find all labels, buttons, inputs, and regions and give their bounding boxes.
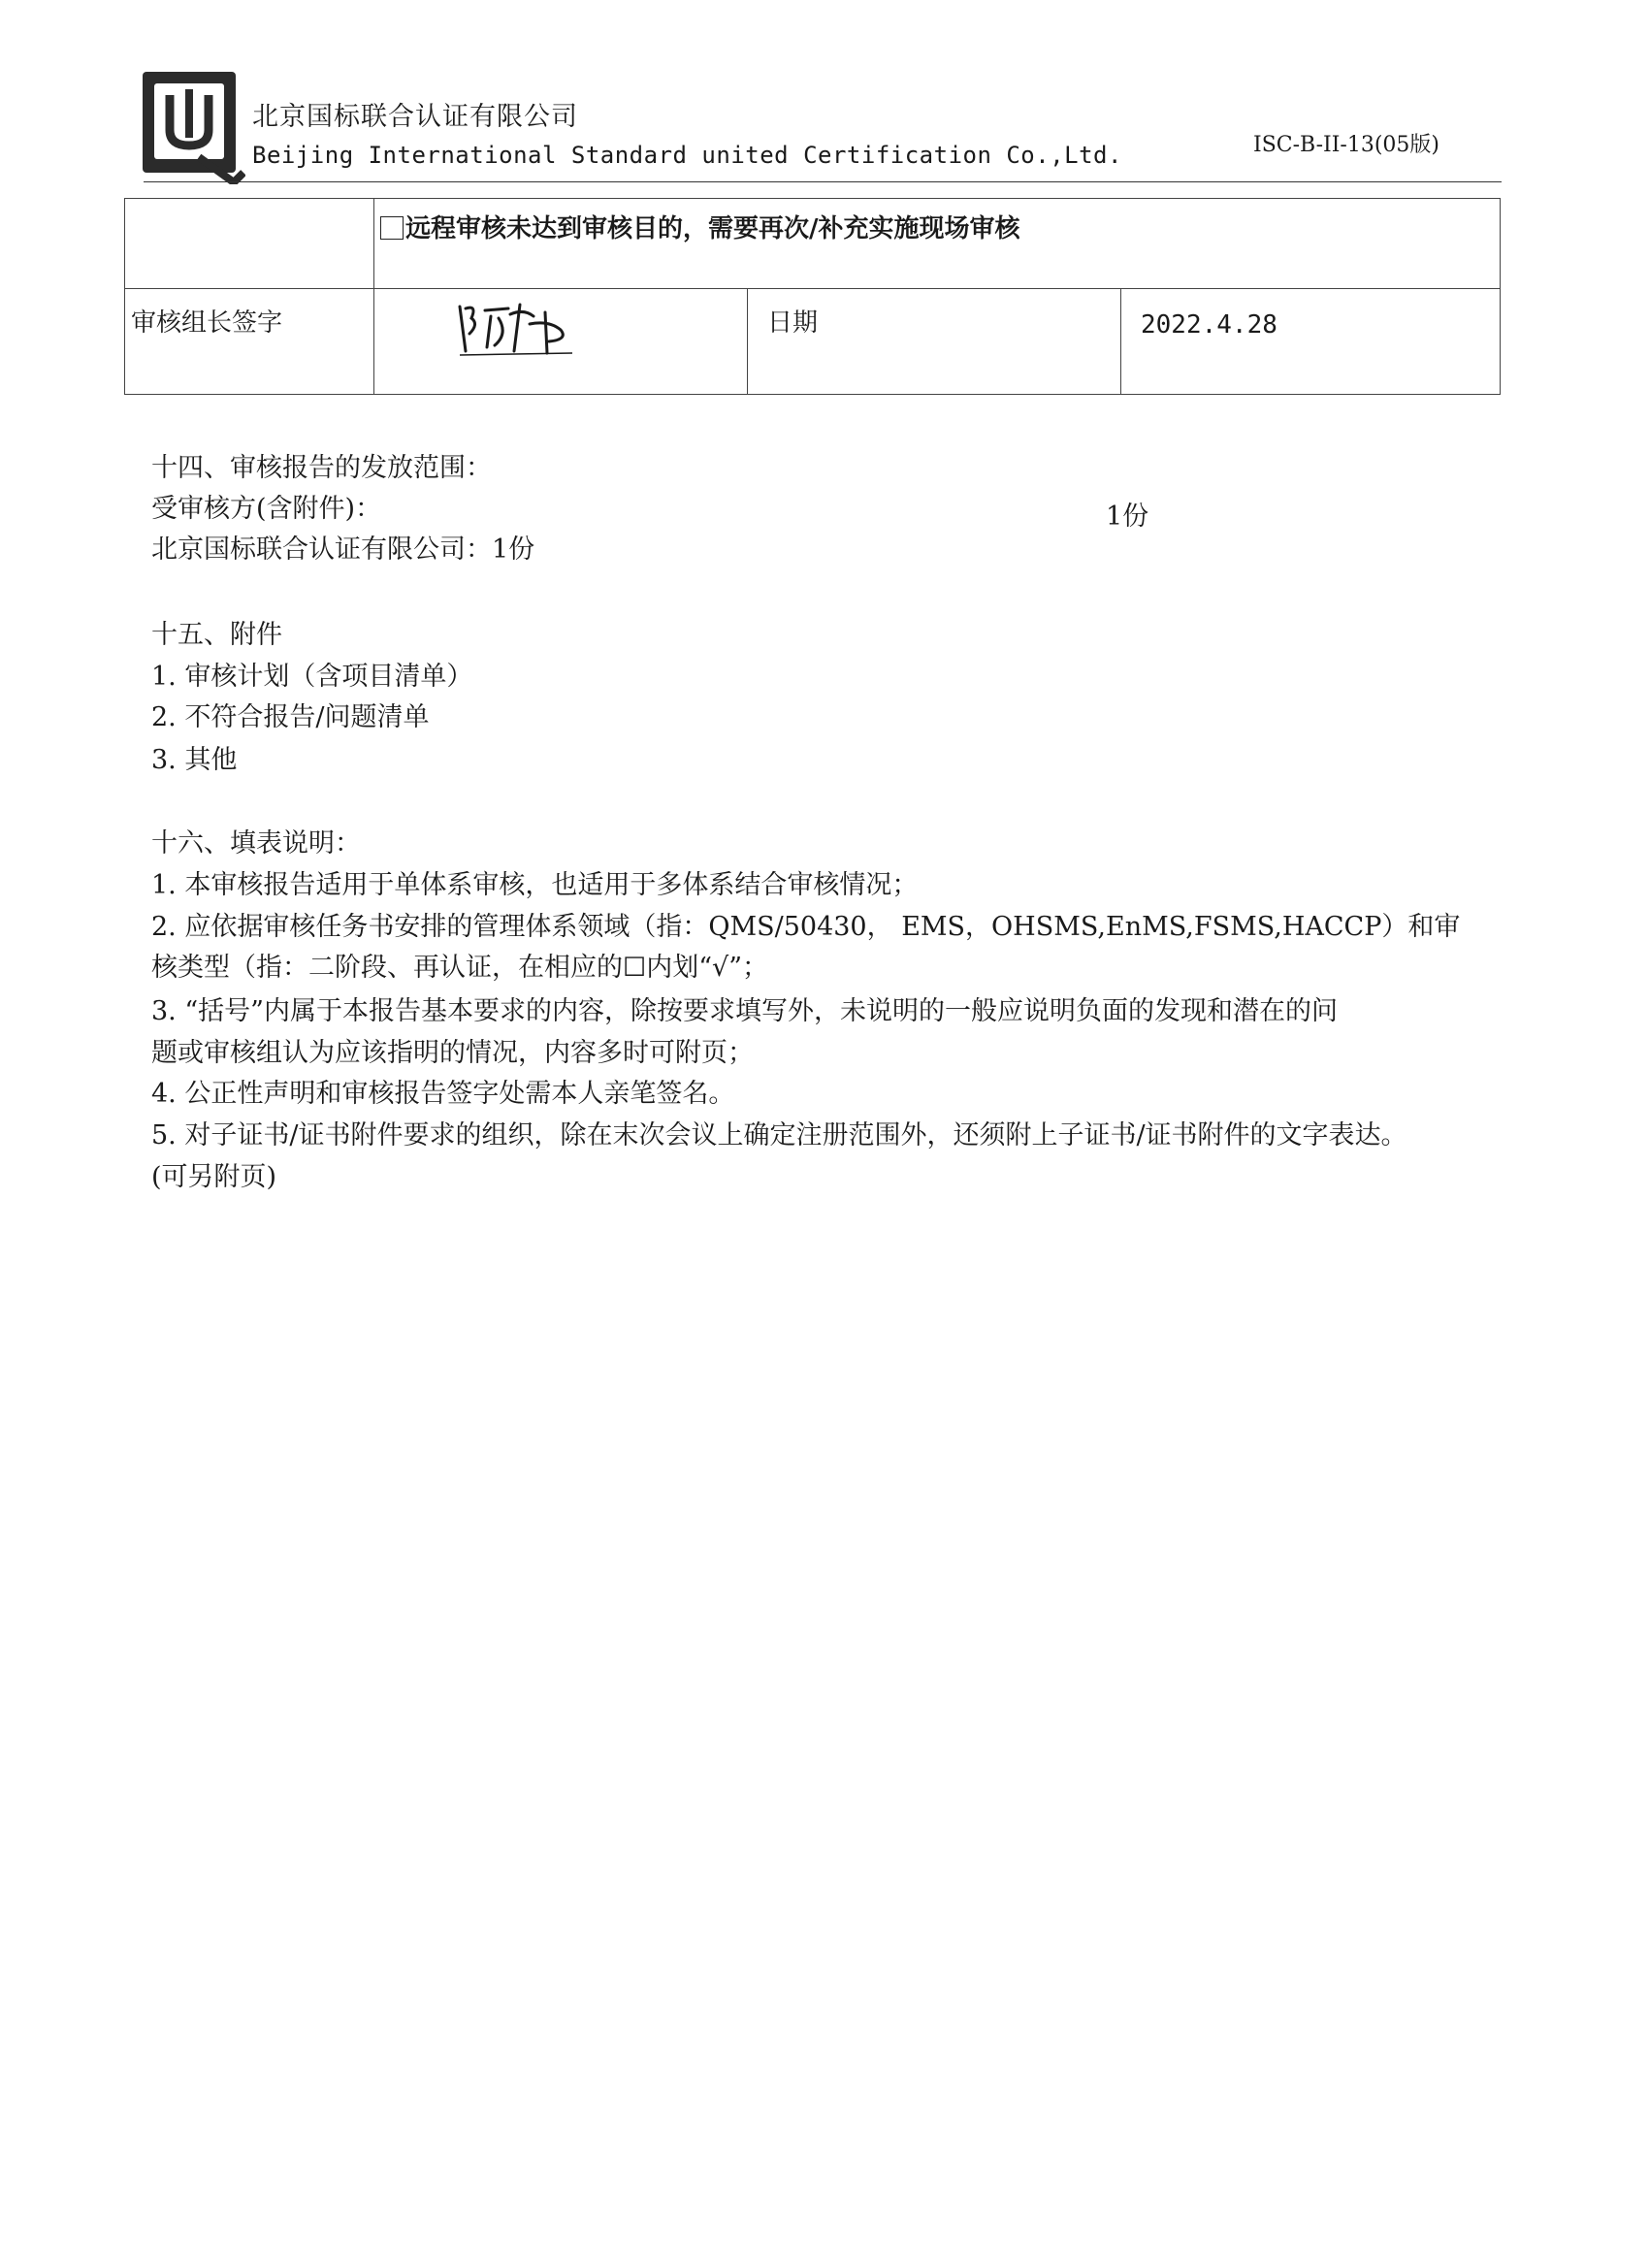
header-divider xyxy=(144,181,1502,182)
table-row xyxy=(125,289,1501,395)
table-cell-empty xyxy=(125,199,374,289)
section14-title: 十四、审核报告的发放范围： xyxy=(151,453,492,483)
section15-title: 十五、附件 xyxy=(151,620,282,650)
list-item: (可另附页) xyxy=(151,1162,277,1192)
company-name-en: Beijing International Standard united Certification Co.,Ltd. xyxy=(252,142,1122,169)
company-name-cn: 北京国标联合认证有限公司 xyxy=(252,102,578,132)
list-item: 核类型（指：二阶段、再认证，在相应的☐内划“√”； xyxy=(151,953,769,983)
list-item: 3. “括号”内属于本报告基本要求的内容，除按要求填写外，未说明的一般应说明负面的发现和潜在的问 xyxy=(151,996,1338,1026)
leader-signature-label: 审核组长签字 xyxy=(125,289,374,395)
list-item: 题或审核组认为应该指明的情况，内容多时可附页； xyxy=(151,1038,754,1068)
section16-title: 十六、填表说明： xyxy=(151,828,361,859)
date-label: 日期 xyxy=(748,289,1121,395)
remote-audit-note: 远程审核未达到审核目的，需要再次/补充实施现场审核 xyxy=(405,214,1020,243)
section14-auditee: 受审核方(含附件)： xyxy=(151,494,382,524)
section14-company-line: 北京国标联合认证有限公司：1份 xyxy=(151,535,535,565)
handwritten-signature xyxy=(452,295,578,359)
list-item: 1. 审核计划（含项目清单） xyxy=(151,662,473,692)
date-value: 2022.4.28 xyxy=(1121,289,1501,395)
list-item: 5. 对子证书/证书附件要求的组织，除在末次会议上确定注册范围外，还须附上子证书/证书附件的文字表达。 xyxy=(151,1120,1407,1150)
leader-signature-cell xyxy=(374,289,748,395)
list-item: 3. 其他 xyxy=(151,745,238,775)
list-item: 2. 应依据审核任务书安排的管理体系领域（指：QMS/50430， EMS，OHSMS,EnMS,FSMS,HACCP）和审 xyxy=(151,912,1461,942)
section14-auditee-count: 1份 xyxy=(1106,502,1149,532)
remote-audit-note-cell xyxy=(374,199,1501,289)
table-row xyxy=(125,199,1501,289)
isc-logo-icon xyxy=(141,70,245,184)
form-code: ISC-B-II-13(05版) xyxy=(1253,133,1440,157)
list-item: 4. 公正性声明和审核报告签字处需本人亲笔签名。 xyxy=(151,1079,735,1109)
list-item: 2. 不符合报告/问题清单 xyxy=(151,702,430,732)
list-item: 1. 本审核报告适用于单体系审核，也适用于多体系结合审核情况； xyxy=(151,870,919,900)
signature-table xyxy=(124,198,1501,395)
checkbox-icon xyxy=(380,216,404,240)
